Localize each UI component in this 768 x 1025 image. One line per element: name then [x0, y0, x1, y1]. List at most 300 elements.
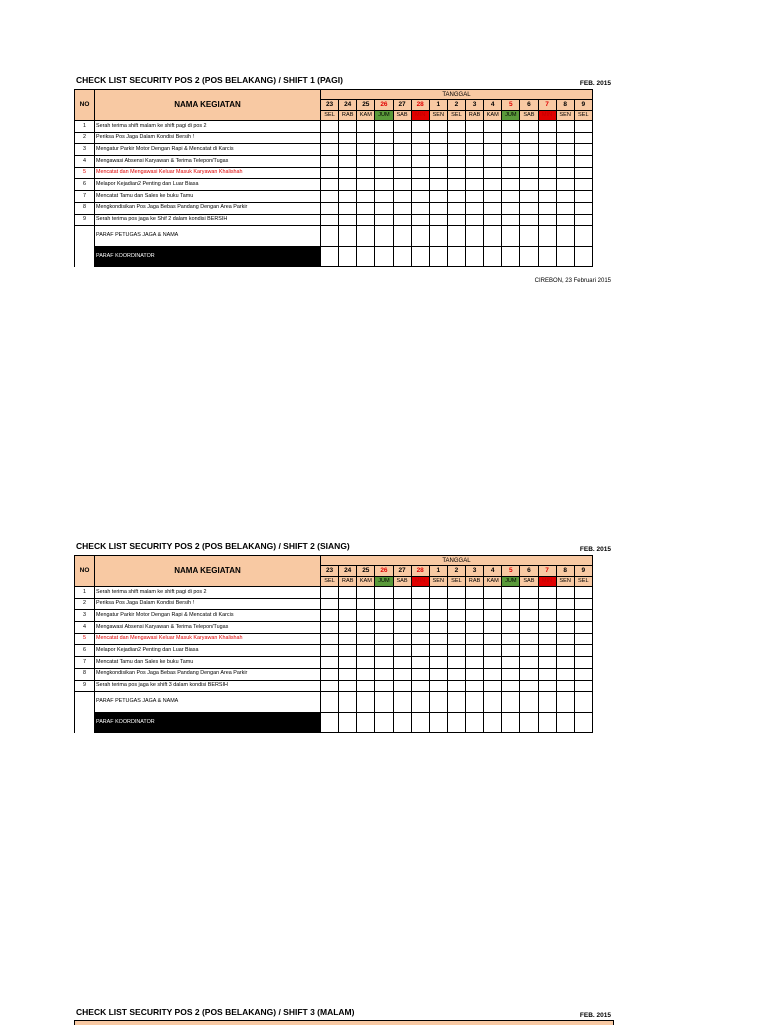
check-cell[interactable]: [538, 121, 556, 133]
check-cell[interactable]: [502, 202, 520, 214]
check-cell[interactable]: [484, 121, 502, 133]
check-cell[interactable]: [447, 633, 465, 645]
signature-cell[interactable]: [375, 692, 393, 713]
check-cell[interactable]: [357, 167, 375, 179]
check-cell[interactable]: [447, 645, 465, 657]
check-cell[interactable]: [411, 668, 429, 680]
check-cell[interactable]: [321, 610, 339, 622]
signature-cell[interactable]: [339, 713, 357, 733]
check-cell[interactable]: [556, 167, 574, 179]
check-cell[interactable]: [393, 132, 411, 144]
check-cell[interactable]: [357, 622, 375, 634]
check-cell[interactable]: [447, 144, 465, 156]
check-cell[interactable]: [393, 668, 411, 680]
check-cell[interactable]: [466, 156, 484, 168]
signature-cell[interactable]: [429, 692, 447, 713]
check-cell[interactable]: [556, 622, 574, 634]
check-cell[interactable]: [321, 668, 339, 680]
check-cell[interactable]: [339, 144, 357, 156]
check-cell[interactable]: [520, 132, 538, 144]
check-cell[interactable]: [502, 633, 520, 645]
check-cell[interactable]: [466, 645, 484, 657]
check-cell[interactable]: [538, 680, 556, 692]
check-cell[interactable]: [502, 680, 520, 692]
check-cell[interactable]: [393, 214, 411, 226]
signature-cell[interactable]: [411, 692, 429, 713]
check-cell[interactable]: [447, 167, 465, 179]
check-cell[interactable]: [339, 657, 357, 669]
check-cell[interactable]: [357, 610, 375, 622]
check-cell[interactable]: [466, 121, 484, 133]
check-cell[interactable]: [339, 191, 357, 203]
check-cell[interactable]: [466, 633, 484, 645]
signature-cell[interactable]: [339, 692, 357, 713]
signature-cell[interactable]: [357, 226, 375, 247]
check-cell[interactable]: [447, 121, 465, 133]
check-cell[interactable]: [393, 622, 411, 634]
check-cell[interactable]: [520, 633, 538, 645]
signature-cell[interactable]: [357, 692, 375, 713]
check-cell[interactable]: [574, 121, 592, 133]
check-cell[interactable]: [411, 191, 429, 203]
signature-cell[interactable]: [429, 226, 447, 247]
check-cell[interactable]: [538, 610, 556, 622]
check-cell[interactable]: [375, 179, 393, 191]
check-cell[interactable]: [339, 214, 357, 226]
check-cell[interactable]: [556, 633, 574, 645]
check-cell[interactable]: [447, 202, 465, 214]
signature-cell[interactable]: [321, 713, 339, 733]
check-cell[interactable]: [393, 680, 411, 692]
check-cell[interactable]: [411, 202, 429, 214]
check-cell[interactable]: [520, 202, 538, 214]
check-cell[interactable]: [502, 214, 520, 226]
check-cell[interactable]: [556, 214, 574, 226]
check-cell[interactable]: [574, 587, 592, 599]
check-cell[interactable]: [556, 645, 574, 657]
check-cell[interactable]: [538, 657, 556, 669]
signature-cell[interactable]: [447, 692, 465, 713]
check-cell[interactable]: [466, 587, 484, 599]
signature-cell[interactable]: [484, 713, 502, 733]
check-cell[interactable]: [538, 645, 556, 657]
check-cell[interactable]: [538, 191, 556, 203]
signature-cell[interactable]: [466, 226, 484, 247]
check-cell[interactable]: [484, 633, 502, 645]
check-cell[interactable]: [447, 598, 465, 610]
check-cell[interactable]: [466, 598, 484, 610]
check-cell[interactable]: [502, 610, 520, 622]
check-cell[interactable]: [357, 633, 375, 645]
check-cell[interactable]: [502, 598, 520, 610]
signature-cell[interactable]: [411, 713, 429, 733]
check-cell[interactable]: [520, 598, 538, 610]
signature-cell[interactable]: [393, 226, 411, 247]
check-cell[interactable]: [574, 622, 592, 634]
check-cell[interactable]: [357, 598, 375, 610]
signature-cell[interactable]: [357, 713, 375, 733]
check-cell[interactable]: [556, 132, 574, 144]
signature-cell[interactable]: [484, 692, 502, 713]
check-cell[interactable]: [538, 167, 556, 179]
check-cell[interactable]: [321, 622, 339, 634]
check-cell[interactable]: [411, 167, 429, 179]
check-cell[interactable]: [393, 657, 411, 669]
check-cell[interactable]: [556, 657, 574, 669]
check-cell[interactable]: [447, 587, 465, 599]
check-cell[interactable]: [466, 144, 484, 156]
check-cell[interactable]: [484, 680, 502, 692]
check-cell[interactable]: [574, 657, 592, 669]
check-cell[interactable]: [393, 191, 411, 203]
check-cell[interactable]: [357, 657, 375, 669]
check-cell[interactable]: [429, 598, 447, 610]
check-cell[interactable]: [520, 587, 538, 599]
check-cell[interactable]: [538, 668, 556, 680]
signature-cell[interactable]: [538, 247, 556, 267]
check-cell[interactable]: [321, 202, 339, 214]
check-cell[interactable]: [393, 587, 411, 599]
check-cell[interactable]: [466, 179, 484, 191]
check-cell[interactable]: [484, 587, 502, 599]
check-cell[interactable]: [484, 156, 502, 168]
check-cell[interactable]: [321, 121, 339, 133]
signature-cell[interactable]: [502, 713, 520, 733]
signature-cell[interactable]: [466, 692, 484, 713]
check-cell[interactable]: [466, 191, 484, 203]
check-cell[interactable]: [502, 657, 520, 669]
check-cell[interactable]: [375, 132, 393, 144]
check-cell[interactable]: [339, 202, 357, 214]
signature-cell[interactable]: [393, 692, 411, 713]
check-cell[interactable]: [502, 622, 520, 634]
check-cell[interactable]: [502, 179, 520, 191]
check-cell[interactable]: [429, 202, 447, 214]
check-cell[interactable]: [520, 167, 538, 179]
check-cell[interactable]: [375, 121, 393, 133]
check-cell[interactable]: [484, 622, 502, 634]
check-cell[interactable]: [321, 645, 339, 657]
check-cell[interactable]: [411, 598, 429, 610]
check-cell[interactable]: [411, 132, 429, 144]
check-cell[interactable]: [375, 587, 393, 599]
check-cell[interactable]: [520, 668, 538, 680]
check-cell[interactable]: [556, 121, 574, 133]
check-cell[interactable]: [321, 633, 339, 645]
signature-cell[interactable]: [447, 247, 465, 267]
signature-cell[interactable]: [484, 247, 502, 267]
check-cell[interactable]: [339, 179, 357, 191]
signature-cell[interactable]: [339, 247, 357, 267]
check-cell[interactable]: [429, 121, 447, 133]
check-cell[interactable]: [393, 167, 411, 179]
signature-cell[interactable]: [393, 247, 411, 267]
signature-cell[interactable]: [484, 226, 502, 247]
check-cell[interactable]: [339, 598, 357, 610]
check-cell[interactable]: [393, 633, 411, 645]
check-cell[interactable]: [502, 645, 520, 657]
check-cell[interactable]: [574, 144, 592, 156]
check-cell[interactable]: [538, 156, 556, 168]
signature-cell[interactable]: [556, 713, 574, 733]
check-cell[interactable]: [429, 191, 447, 203]
check-cell[interactable]: [429, 680, 447, 692]
check-cell[interactable]: [574, 179, 592, 191]
check-cell[interactable]: [375, 680, 393, 692]
check-cell[interactable]: [574, 132, 592, 144]
check-cell[interactable]: [429, 610, 447, 622]
check-cell[interactable]: [429, 633, 447, 645]
check-cell[interactable]: [375, 202, 393, 214]
signature-cell[interactable]: [429, 713, 447, 733]
check-cell[interactable]: [411, 214, 429, 226]
check-cell[interactable]: [538, 214, 556, 226]
check-cell[interactable]: [375, 657, 393, 669]
signature-cell[interactable]: [411, 226, 429, 247]
check-cell[interactable]: [520, 680, 538, 692]
signature-cell[interactable]: [375, 247, 393, 267]
check-cell[interactable]: [466, 132, 484, 144]
check-cell[interactable]: [484, 214, 502, 226]
check-cell[interactable]: [321, 167, 339, 179]
check-cell[interactable]: [375, 633, 393, 645]
check-cell[interactable]: [574, 214, 592, 226]
check-cell[interactable]: [393, 121, 411, 133]
check-cell[interactable]: [574, 610, 592, 622]
check-cell[interactable]: [466, 657, 484, 669]
signature-cell[interactable]: [466, 713, 484, 733]
check-cell[interactable]: [556, 680, 574, 692]
check-cell[interactable]: [339, 633, 357, 645]
signature-cell[interactable]: [447, 226, 465, 247]
check-cell[interactable]: [574, 202, 592, 214]
check-cell[interactable]: [502, 587, 520, 599]
check-cell[interactable]: [357, 191, 375, 203]
check-cell[interactable]: [447, 657, 465, 669]
check-cell[interactable]: [321, 179, 339, 191]
check-cell[interactable]: [321, 680, 339, 692]
check-cell[interactable]: [339, 645, 357, 657]
signature-cell[interactable]: [429, 247, 447, 267]
check-cell[interactable]: [447, 156, 465, 168]
check-cell[interactable]: [339, 156, 357, 168]
check-cell[interactable]: [357, 156, 375, 168]
signature-cell[interactable]: [520, 692, 538, 713]
check-cell[interactable]: [429, 132, 447, 144]
check-cell[interactable]: [447, 680, 465, 692]
check-cell[interactable]: [375, 144, 393, 156]
signature-cell[interactable]: [375, 713, 393, 733]
check-cell[interactable]: [429, 668, 447, 680]
check-cell[interactable]: [411, 179, 429, 191]
signature-cell[interactable]: [538, 713, 556, 733]
signature-cell[interactable]: [574, 226, 592, 247]
check-cell[interactable]: [339, 167, 357, 179]
check-cell[interactable]: [375, 622, 393, 634]
check-cell[interactable]: [357, 680, 375, 692]
check-cell[interactable]: [574, 598, 592, 610]
check-cell[interactable]: [484, 191, 502, 203]
check-cell[interactable]: [321, 587, 339, 599]
signature-cell[interactable]: [556, 226, 574, 247]
check-cell[interactable]: [321, 132, 339, 144]
signature-cell[interactable]: [502, 692, 520, 713]
check-cell[interactable]: [574, 191, 592, 203]
check-cell[interactable]: [393, 179, 411, 191]
check-cell[interactable]: [357, 132, 375, 144]
check-cell[interactable]: [502, 144, 520, 156]
check-cell[interactable]: [357, 179, 375, 191]
check-cell[interactable]: [466, 622, 484, 634]
check-cell[interactable]: [466, 668, 484, 680]
check-cell[interactable]: [520, 622, 538, 634]
check-cell[interactable]: [502, 167, 520, 179]
check-cell[interactable]: [357, 645, 375, 657]
check-cell[interactable]: [393, 156, 411, 168]
check-cell[interactable]: [520, 179, 538, 191]
check-cell[interactable]: [556, 179, 574, 191]
check-cell[interactable]: [375, 598, 393, 610]
check-cell[interactable]: [339, 622, 357, 634]
check-cell[interactable]: [429, 144, 447, 156]
check-cell[interactable]: [375, 156, 393, 168]
check-cell[interactable]: [484, 179, 502, 191]
signature-cell[interactable]: [520, 713, 538, 733]
check-cell[interactable]: [538, 144, 556, 156]
check-cell[interactable]: [339, 121, 357, 133]
check-cell[interactable]: [393, 202, 411, 214]
signature-cell[interactable]: [375, 226, 393, 247]
check-cell[interactable]: [429, 156, 447, 168]
check-cell[interactable]: [429, 587, 447, 599]
check-cell[interactable]: [339, 668, 357, 680]
check-cell[interactable]: [393, 645, 411, 657]
check-cell[interactable]: [466, 202, 484, 214]
check-cell[interactable]: [375, 167, 393, 179]
check-cell[interactable]: [556, 668, 574, 680]
check-cell[interactable]: [447, 191, 465, 203]
check-cell[interactable]: [538, 598, 556, 610]
check-cell[interactable]: [502, 132, 520, 144]
check-cell[interactable]: [556, 598, 574, 610]
check-cell[interactable]: [502, 191, 520, 203]
check-cell[interactable]: [375, 610, 393, 622]
check-cell[interactable]: [375, 191, 393, 203]
check-cell[interactable]: [520, 156, 538, 168]
check-cell[interactable]: [411, 645, 429, 657]
check-cell[interactable]: [411, 657, 429, 669]
check-cell[interactable]: [520, 191, 538, 203]
check-cell[interactable]: [393, 598, 411, 610]
check-cell[interactable]: [502, 156, 520, 168]
check-cell[interactable]: [556, 587, 574, 599]
check-cell[interactable]: [357, 202, 375, 214]
check-cell[interactable]: [339, 680, 357, 692]
check-cell[interactable]: [357, 214, 375, 226]
check-cell[interactable]: [411, 144, 429, 156]
check-cell[interactable]: [339, 132, 357, 144]
check-cell[interactable]: [321, 191, 339, 203]
signature-cell[interactable]: [574, 713, 592, 733]
check-cell[interactable]: [321, 144, 339, 156]
signature-cell[interactable]: [502, 226, 520, 247]
signature-cell[interactable]: [321, 226, 339, 247]
check-cell[interactable]: [538, 179, 556, 191]
check-cell[interactable]: [538, 633, 556, 645]
signature-cell[interactable]: [411, 247, 429, 267]
check-cell[interactable]: [447, 622, 465, 634]
check-cell[interactable]: [375, 645, 393, 657]
signature-cell[interactable]: [520, 247, 538, 267]
check-cell[interactable]: [411, 121, 429, 133]
check-cell[interactable]: [502, 668, 520, 680]
check-cell[interactable]: [520, 645, 538, 657]
check-cell[interactable]: [411, 587, 429, 599]
check-cell[interactable]: [556, 610, 574, 622]
signature-cell[interactable]: [520, 226, 538, 247]
check-cell[interactable]: [520, 121, 538, 133]
signature-cell[interactable]: [538, 692, 556, 713]
check-cell[interactable]: [520, 214, 538, 226]
check-cell[interactable]: [321, 657, 339, 669]
check-cell[interactable]: [466, 610, 484, 622]
signature-cell[interactable]: [393, 713, 411, 733]
check-cell[interactable]: [574, 668, 592, 680]
signature-cell[interactable]: [556, 692, 574, 713]
check-cell[interactable]: [520, 610, 538, 622]
check-cell[interactable]: [484, 598, 502, 610]
check-cell[interactable]: [466, 167, 484, 179]
check-cell[interactable]: [429, 167, 447, 179]
check-cell[interactable]: [484, 167, 502, 179]
check-cell[interactable]: [484, 132, 502, 144]
check-cell[interactable]: [357, 668, 375, 680]
check-cell[interactable]: [447, 132, 465, 144]
check-cell[interactable]: [502, 121, 520, 133]
check-cell[interactable]: [520, 657, 538, 669]
signature-cell[interactable]: [502, 247, 520, 267]
check-cell[interactable]: [393, 610, 411, 622]
check-cell[interactable]: [429, 214, 447, 226]
check-cell[interactable]: [375, 214, 393, 226]
check-cell[interactable]: [538, 587, 556, 599]
check-cell[interactable]: [339, 610, 357, 622]
signature-cell[interactable]: [466, 247, 484, 267]
signature-cell[interactable]: [574, 692, 592, 713]
check-cell[interactable]: [574, 680, 592, 692]
check-cell[interactable]: [538, 202, 556, 214]
check-cell[interactable]: [321, 214, 339, 226]
check-cell[interactable]: [574, 156, 592, 168]
check-cell[interactable]: [339, 587, 357, 599]
check-cell[interactable]: [574, 645, 592, 657]
check-cell[interactable]: [556, 144, 574, 156]
check-cell[interactable]: [556, 156, 574, 168]
signature-cell[interactable]: [556, 247, 574, 267]
signature-cell[interactable]: [538, 226, 556, 247]
check-cell[interactable]: [556, 202, 574, 214]
check-cell[interactable]: [429, 657, 447, 669]
check-cell[interactable]: [538, 132, 556, 144]
signature-cell[interactable]: [447, 713, 465, 733]
check-cell[interactable]: [357, 121, 375, 133]
check-cell[interactable]: [411, 610, 429, 622]
check-cell[interactable]: [447, 610, 465, 622]
check-cell[interactable]: [447, 668, 465, 680]
check-cell[interactable]: [447, 179, 465, 191]
check-cell[interactable]: [538, 622, 556, 634]
check-cell[interactable]: [429, 622, 447, 634]
